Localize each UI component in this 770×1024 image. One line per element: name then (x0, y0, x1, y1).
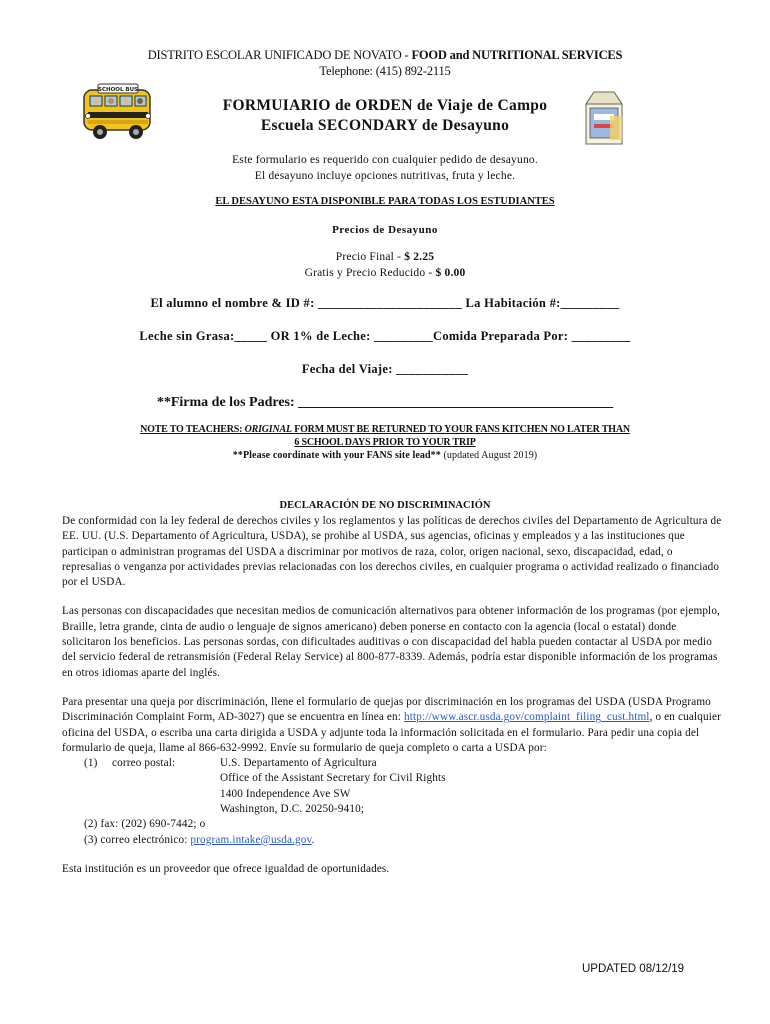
declaration-paragraph-3: Para presentar una queja por discriminación, llene el formulario de quejas por discriminación en los programas del USDA (USDA Programo Discriminación Complaint Form, AD-3027) que se encuentra en línea en: http://www.ascr.usda.gov/complaint_filing_cust.html, o en cualquier oficina del USDA, o escriba una carta dirigida a USDA y adjunte toda la información solicitada en el formulario. Para pedir una copia del formulario de queja, llame al 866-632-9992. Envíe su formulario de queja completo o carta a USDA por: (62, 695, 721, 754)
prices-heading: Precios de Desayuno (332, 224, 438, 236)
declaration-paragraph-2: Las personas con discapacidades que necesitan medios de comunicación alternativos para obtener información de los programas (por ejemplo, Braille, letra grande, cinta de audio o lenguaje de signos americano) deben ponerse en contacto con la agencia (local o estatal) donde solicitaron los beneficios. Las personas sordas, con dificultades auditivas o con discapacidad del habla pueden contactar al USDA por medio del servicio federal de retransmisión (Federal Relay Service) al 800-877-8339. Además, podría estar disponible información de los programas en otros idiomas aparte del inglés. (62, 605, 721, 679)
email-link[interactable]: program.intake@usda.gov (190, 833, 312, 846)
address-line-3: 1400 Independence Ave SW (220, 787, 351, 800)
intro-line-1: Este formulario es requerido con cualquier pedido de desayuno. (232, 154, 538, 166)
declaration-paragraph-1: De conformidad con la ley federal de derechos civiles y los reglamentos y las políticas de derechos civiles del Departamento de Agricultura de EE. UU. (U.S. Departamento of Agricultura, USDA), se prohibe al USDA, sus agencias, oficinas y empleados y a las instituciones que participan o administran programas del USDA a discriminar por motivos de raza, color, origen nacional, sexo, discapacidad, edad, o represalias o venganza por actividades previas relacionadas con los derechos civiles, en cualquier programa o actividad realizado o financiado por el USDA. (62, 515, 722, 589)
declaration-heading: DECLARACIÓN DE NO DISCRIMINACIÓN (279, 500, 491, 511)
reduced-price-label: Gratis y Precio Reducido - (304, 267, 436, 279)
teacher-note-line-2: 6 SCHOOL DAYS PRIOR TO YOUR TRIP (294, 437, 476, 448)
teacher-note: NOTE TO TEACHERS: ORIGINAL FORM MUST BE RETURNED TO YOUR FANS KITCHEN NO LATER THAN (140, 424, 630, 435)
district-phone: Telephone: (415) 892-2115 (319, 64, 451, 78)
address-line-4: Washington, D.C. 20250-9410; (220, 803, 365, 816)
fax-line: (2) fax: (202) 690-7442; o (84, 818, 206, 831)
mail-address-block: (1) correo postal: U.S. Departamento of Agricultura (84, 757, 377, 770)
trip-date-field[interactable]: Fecha del Viaje: ___________ (301, 362, 469, 376)
full-price-label: Precio Final - (335, 251, 405, 263)
parent-signature-field[interactable]: **Firma de los Padres: _____________________________________________ (156, 395, 614, 410)
student-name-id-field[interactable]: El alumno el nombre & ID #: ______________________ La Habitación #:_________ (150, 296, 620, 310)
coordinate-note: **Please coordinate with your FANS site lead** (updated August 2019) (232, 450, 538, 461)
complaint-form-link[interactable]: http://www.ascr.usda.gov/complaint_filing_cust.html (404, 711, 650, 724)
email-line: (3) correo electrónico: program.intake@usda.gov. (84, 833, 315, 846)
reduced-price (0, 267, 770, 279)
milk-meal-field[interactable]: Leche sin Grasa:_____ OR 1% de Leche: _________Comida Preparada Por: _________ (139, 329, 631, 343)
availability-notice: EL DESAYUNO ESTA DISPONIBLE PARA TODAS LOS ESTUDIANTES (215, 196, 555, 207)
updated-date: UPDATED 08/12/19 (582, 963, 685, 975)
full-price (0, 251, 770, 263)
intro-line-2: El desayuno incluye opciones nutritivas, fruta y leche. (254, 170, 516, 182)
reduced-price-value: $ 0.00 (435, 267, 466, 279)
district-name: DISTRITO ESCOLAR UNIFICADO DE NOVATO (147, 48, 402, 62)
declaration-body (62, 514, 722, 877)
full-price-value: $ 2.25 (404, 251, 435, 263)
form-title: FORMUIARIO de ORDEN de Viaje de Campo (222, 97, 548, 114)
department-name: FOOD and NUTRITIONAL SERVICES (411, 48, 623, 62)
equal-opportunity-statement: Esta institución es un proveedor que ofrece igualdad de oportunidades. (62, 862, 390, 875)
district-header: DISTRITO ESCOLAR UNIFICADO DE NOVATO - FOOD and NUTRITIONAL SERVICES (147, 48, 623, 62)
address-line-2: Office of the Assistant Secretary for Civil Rights (220, 772, 446, 785)
form-subtitle: Escuela SECONDARY de Desayuno (260, 117, 510, 134)
bus-sign-text: SCHOOL BUS (98, 87, 138, 93)
